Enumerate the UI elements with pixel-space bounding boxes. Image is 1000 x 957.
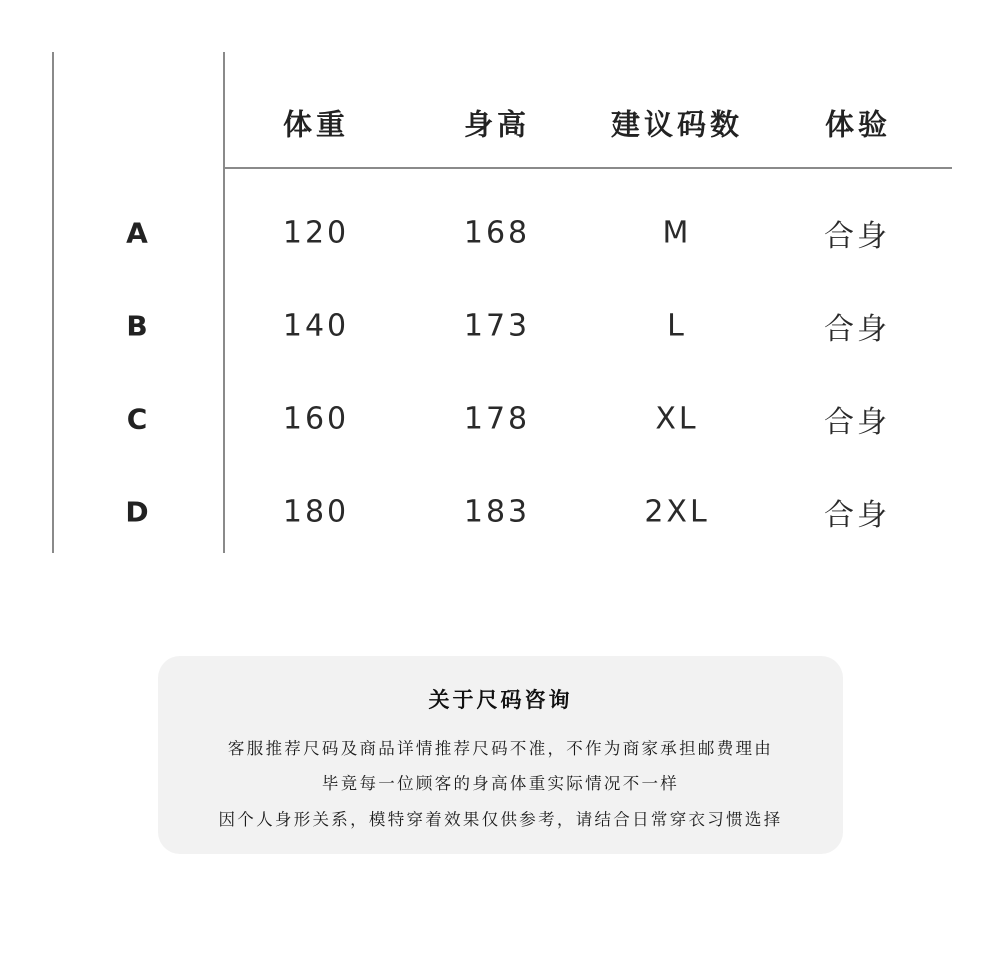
height-cell: 173	[463, 308, 531, 344]
weight-cell: 140	[282, 308, 350, 344]
notice-line: 毕竟每一位顾客的身高体重实际情况不一样	[321, 774, 680, 793]
row-label: D	[125, 495, 149, 529]
notice-line: 因个人身形关系，模特穿着效果仅供参考，请结合日常穿衣习惯选择	[218, 810, 783, 829]
header-recommended-size: 建议码数	[610, 107, 744, 142]
height-cell: 178	[463, 401, 531, 437]
size-cell: M	[662, 215, 692, 251]
fit-cell: 合身	[824, 405, 890, 440]
weight-cell: 160	[282, 401, 350, 437]
header-height: 身高	[463, 107, 531, 142]
table-header-divider	[224, 167, 952, 169]
notice-line: 客服推荐尺码及商品详情推荐尺码不准，不作为商家承担邮费理由	[227, 739, 774, 758]
header-weight: 体重	[282, 107, 350, 142]
size-cell: 2XL	[644, 494, 710, 530]
fit-cell: 合身	[824, 498, 890, 533]
weight-cell: 180	[282, 494, 350, 530]
size-consultation-notice	[158, 656, 843, 854]
height-cell: 168	[463, 215, 531, 251]
table-column-divider	[223, 52, 225, 553]
header-fit: 体验	[824, 107, 892, 142]
table-left-border	[52, 52, 54, 553]
row-label: C	[126, 402, 148, 436]
notice-title: 关于尺码咨询	[428, 688, 573, 712]
weight-cell: 120	[282, 215, 350, 251]
fit-cell: 合身	[824, 219, 890, 254]
fit-cell: 合身	[824, 312, 890, 347]
size-cell: XL	[655, 401, 699, 437]
row-label: B	[126, 309, 148, 343]
height-cell: 183	[463, 494, 531, 530]
size-cell: L	[667, 308, 687, 344]
row-label: A	[126, 216, 148, 250]
